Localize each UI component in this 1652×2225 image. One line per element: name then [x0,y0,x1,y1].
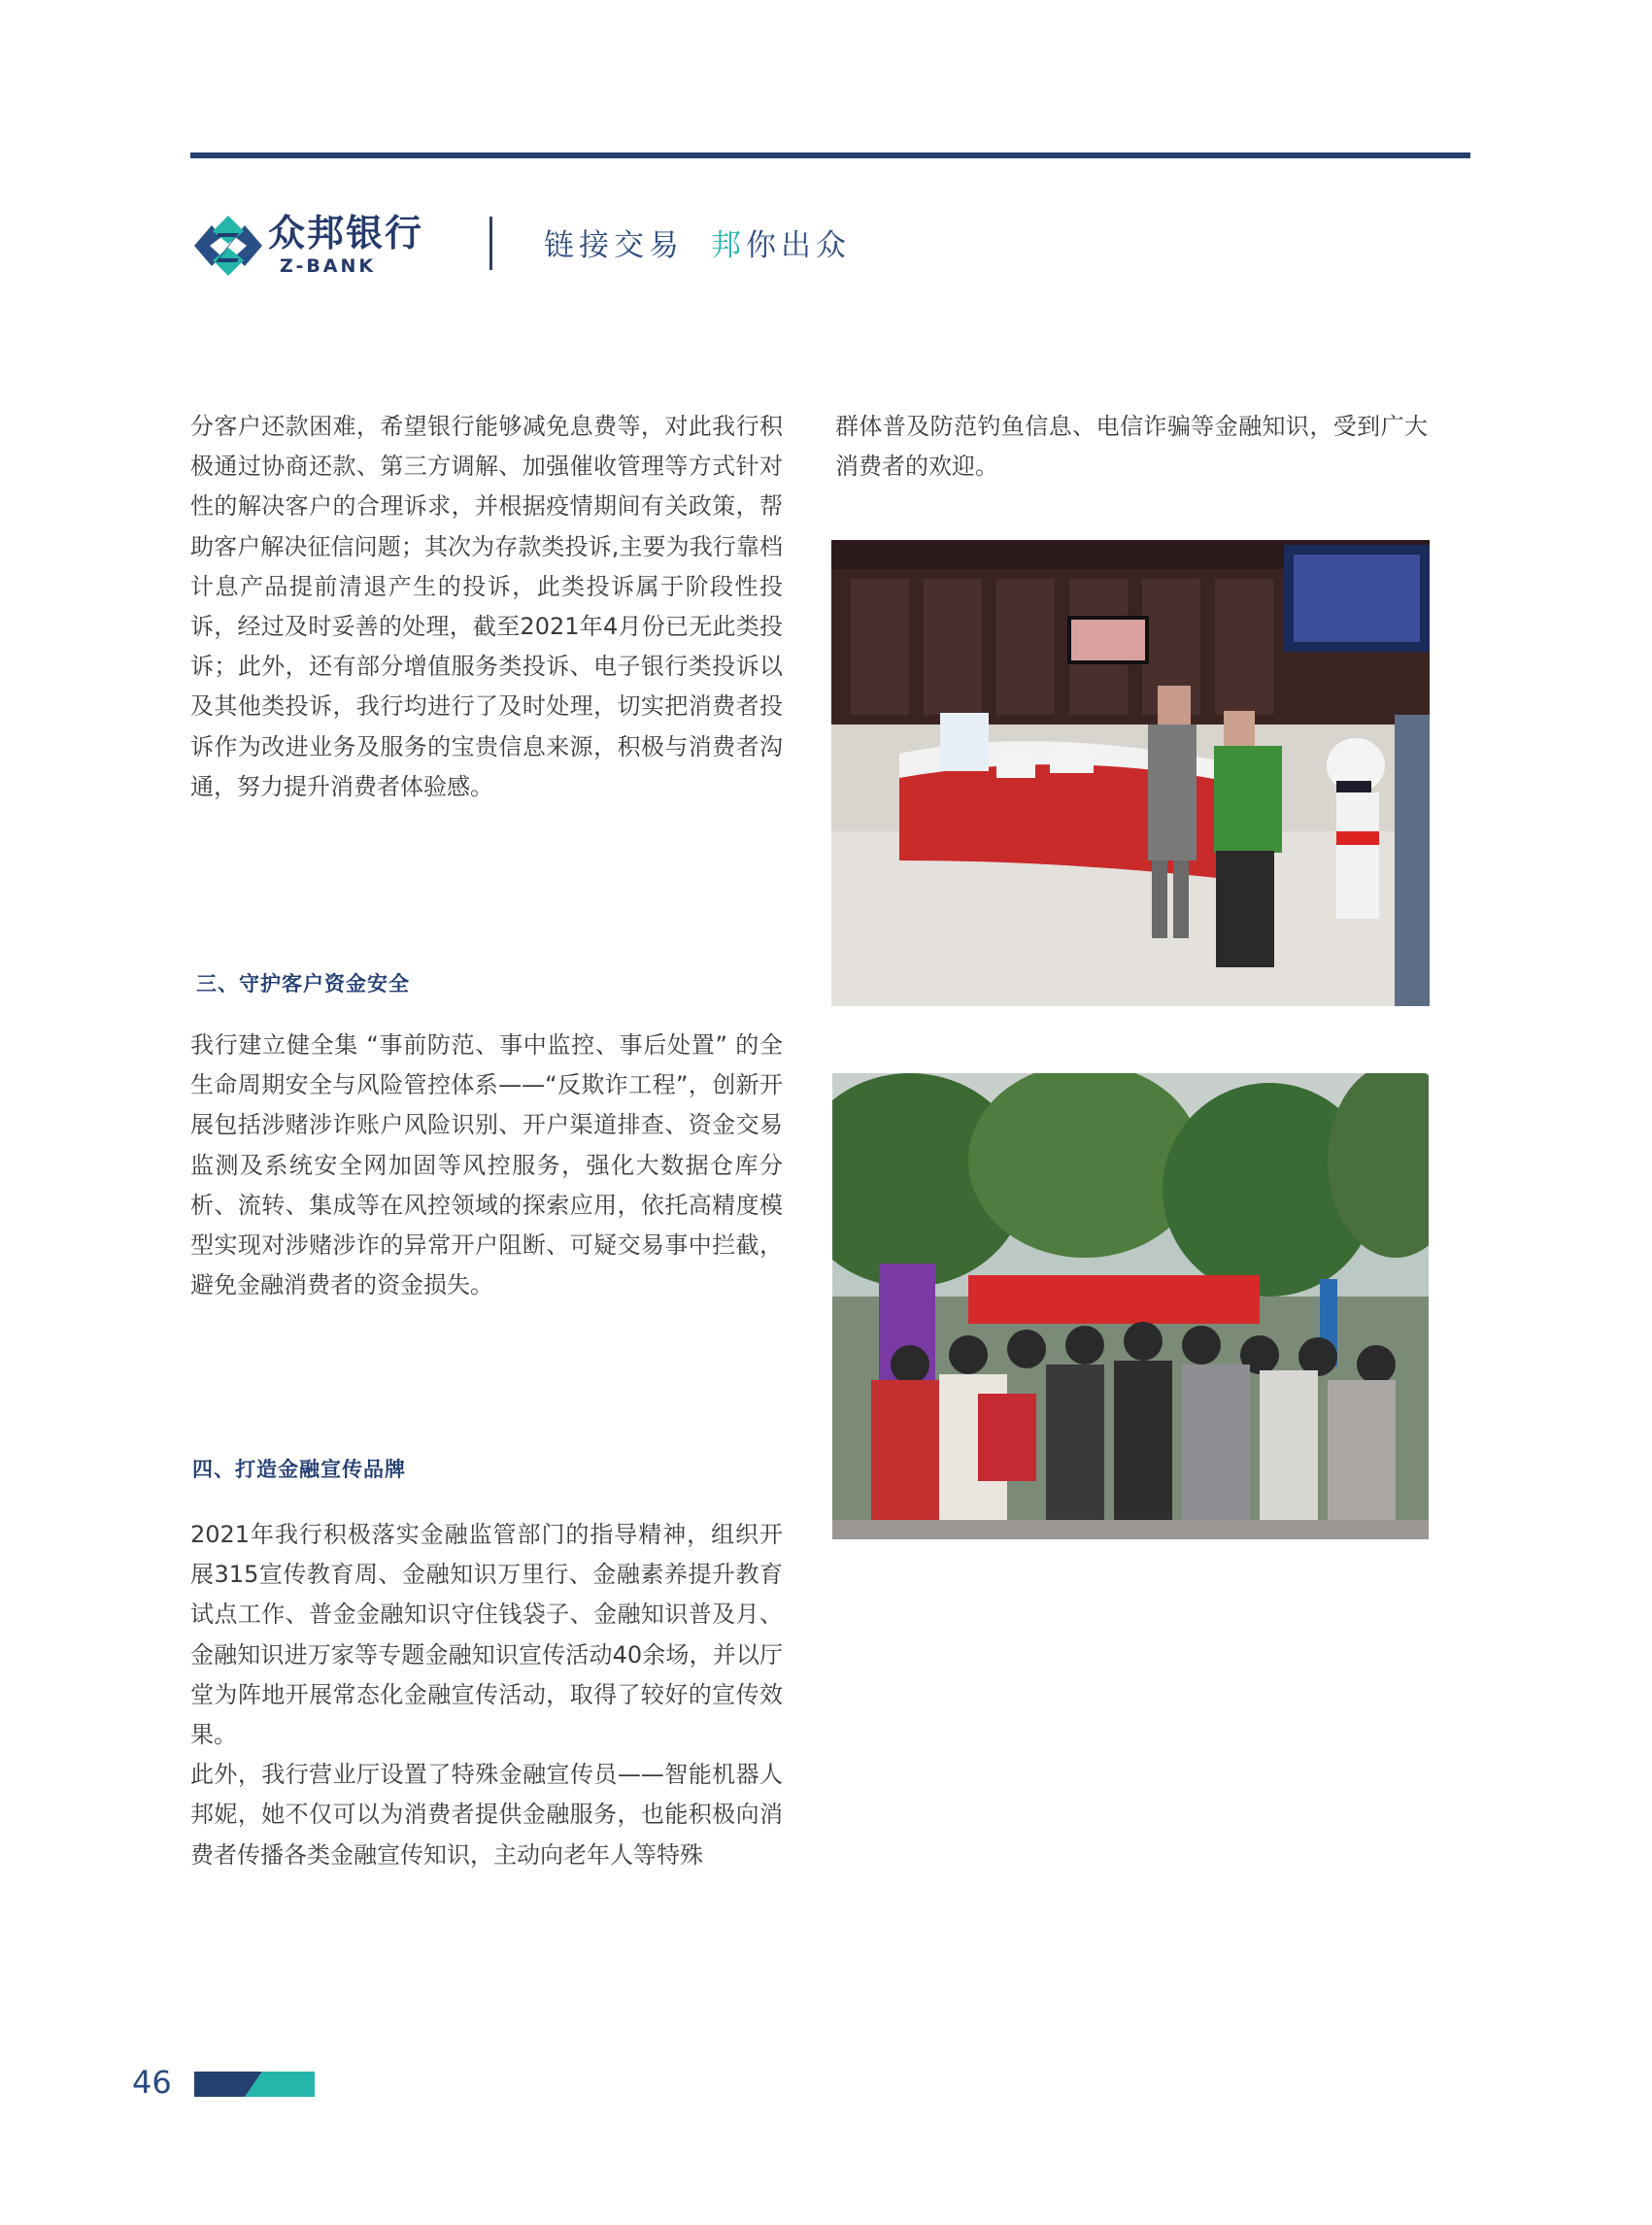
slogan [544,226,851,265]
section-heading-3: 三、守护客户资金安全 [196,972,410,995]
brand-name-en: Z-BANK [280,255,377,277]
section-heading-4: 四、打造金融宣传品牌 [192,1458,406,1481]
slogan-part2: 你出众 [746,228,851,263]
header-rule [190,152,1470,158]
section-4-paragraph: 2021年我行积极落实金融监管部门的指导精神，组织开展315宣传教育周、金融知识万里行、金融素养提升教育试点工作、普金金融知识守住钱袋子、金融知识普及月、金融知识进万家等专题金融知识宣传活动40余场，并以厅堂为阵地开展常态化金融宣传活动，取得了较好的宣传效果。 此外，我行营业厅设置了特殊金融宣传员——智能机器人邦妮，她不仅可以为消费者提供金融服务，也能积极向消费者传播各类金融宣传知识，主动向老年人等特殊 [190,1521,783,1869]
bank-lobby-photo [831,540,1430,1006]
slogan-highlight: 邦 [711,228,746,263]
campus-event-photo [832,1073,1429,1539]
intro-paragraph: 分客户还款困难，希望银行能够减免息费等，对此我行积极通过协商还款、第三方调解、加强催收管理等方式针对性的解决客户的合理诉求，并根据疫情期间有关政策，帮助客户解决征信问题；其次为存款类投诉,主要为我行靠档计息产品提前清退产生的投诉，此类投诉属于阶段性投诉，经过及时妥善的处理，截至2021年4月份已无此类投诉；此外，还有部分增值服务类投诉、电子银行类投诉以及其他类投诉，我行均进行了及时处理，切实把消费者投诉作为改进业务及服务的宝贵信息来源，积极与消费者沟通，努力提升消费者体验感。 [190,413,783,800]
section-3-paragraph: 我行建立健全集 “事前防范、事中监控、事后处置” 的全生命周期安全与风险管控体系——“反欺诈工程”，创新开展包括涉赌涉诈账户风险识别、开户渠道排查、资金交易监测及系统安全网加固等风控服务，强化大数据仓库分析、流转、集成等在风控领域的探索应用，依托高精度模型实现对涉赌涉诈的异常开户阻断、可疑交易事中拦截， 避免金融消费者的资金损失。 [190,1031,783,1299]
page-accent-bar [194,2072,315,2097]
z-bank-logo-icon [190,212,266,280]
page-number: 46 [132,2064,172,2101]
header-divider [489,217,492,270]
right-paragraph: 群体普及防范钓鱼信息、电信诈骗等金融知识，受到广大消费者的欢迎。 [835,413,1428,481]
brand [190,212,433,280]
brand-name-cn: 众邦银行 [268,212,424,254]
slogan-part1: 链接交易 [544,228,684,263]
